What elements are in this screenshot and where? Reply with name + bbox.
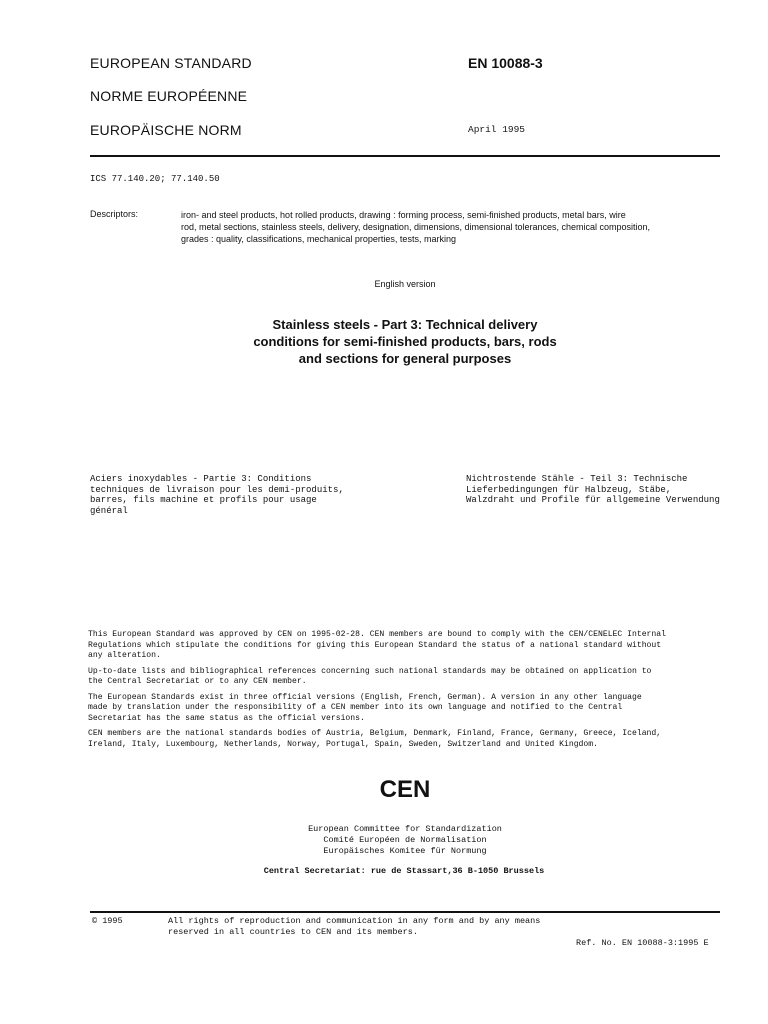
paragraph-line: Regulations which stipulate the conditions for giving this European Standard the status of a national standard without [88, 640, 662, 650]
cen-name-de: Europäisches Komitee für Normung [323, 846, 487, 856]
rights-notice [168, 916, 540, 938]
rights-line: reserved in all countries to CEN and its members. [168, 927, 418, 937]
paragraph-line: made by translation under the responsibility of a CEN member into its own language and notified to the Central [88, 703, 623, 712]
rights-line: All rights of reproduction and communication in any form and by any means [168, 916, 541, 926]
cen-names [230, 824, 580, 857]
header-rule [90, 155, 720, 157]
title-line: conditions for semi-finished products, bars, rods [253, 334, 557, 349]
paragraph-line: the Central Secretariat or to any CEN member. [88, 677, 307, 686]
german-title [466, 474, 728, 506]
paragraph [88, 630, 722, 662]
paragraph-line: Up-to-date lists and bibliographical references concerning such national standards may be obtained on application to [88, 666, 652, 676]
german-title-line: Nichtrostende Stähle - Teil 3: Technische [466, 474, 688, 484]
descriptors-line: rod, metal sections, stainless steels, delivery, designation, dimensions, dimensional tolerances, chemical composition, [181, 222, 651, 232]
descriptors-text [181, 209, 721, 245]
standard-number: EN 10088-3 [468, 55, 543, 71]
french-title-line: général [90, 505, 128, 516]
header-norme-europeenne: NORME EUROPÉENNE [90, 88, 248, 104]
footer-rule [90, 911, 720, 913]
descriptors-line: iron- and steel products, hot rolled products, drawing : forming process, semi-finished products, metal bars, wire [181, 210, 626, 220]
french-title [90, 474, 344, 516]
publication-date: April 1995 [468, 124, 526, 135]
title-line: and sections for general purposes [298, 351, 512, 366]
reference-number: Ref. No. EN 10088-3:1995 E [576, 938, 709, 948]
paragraph-line: any alteration. [88, 651, 161, 660]
central-secretariat: Central Secretariat: rue de Stassart,36 B-1050 Brussels [263, 866, 545, 876]
descriptors-line: grades : quality, classifications, mechanical properties, tests, marking [181, 234, 456, 244]
language-version: English version [374, 279, 436, 289]
german-title-line: Lieferbedingungen für Halbzeug, Stäbe, [466, 484, 672, 495]
paragraph-line: Ireland, Italy, Luxembourg, Netherlands, Norway, Portugal, Spain, Sweden, Switzerland and United Kingdom. [88, 739, 598, 749]
title-line: Stainless steels - Part 3: Technical delivery [272, 317, 538, 332]
french-title-line: Aciers inoxydables - Partie 3: Conditions [90, 474, 312, 484]
paragraph-line: This European Standard was approved by CEN on 1995-02-28. CEN members are bound to comply with the CEN/CENELEC Internal [88, 630, 666, 639]
cen-name-en: European Committee for Standardization [308, 824, 502, 834]
french-title-line: barres, fils machine et profils pour usage [90, 495, 317, 505]
cen-name-fr: Comité Européen de Normalisation [323, 835, 487, 845]
header-europaische-norm: EUROPÄISCHE NORM [90, 122, 242, 138]
ics-codes: ICS 77.140.20; 77.140.50 [90, 174, 220, 184]
paragraph-line: Secretariat has the same status as the official versions. [88, 713, 365, 723]
copyright: © 1995 [92, 916, 123, 926]
paragraph [88, 729, 722, 750]
french-title-line: techniques de livraison pour les demi-produits, [90, 484, 344, 495]
header-european-standard: EUROPEAN STANDARD [90, 55, 252, 71]
paragraph-line: The European Standards exist in three official versions (English, French, German). A version in any other language [88, 692, 642, 702]
approval-paragraphs [88, 630, 722, 750]
document-title [180, 316, 630, 367]
german-title-line: Walzdraht und Profile für allgemeine Verwendung [466, 495, 720, 505]
cen-logo: CEN [379, 776, 431, 803]
paragraph [88, 693, 722, 725]
descriptors-label: Descriptors: [90, 209, 139, 219]
paragraph-line: CEN members are the national standards bodies of Austria, Belgium, Denmark, Finland, France, Germany, Greece, Iceland, [88, 729, 662, 738]
paragraph [88, 667, 722, 688]
